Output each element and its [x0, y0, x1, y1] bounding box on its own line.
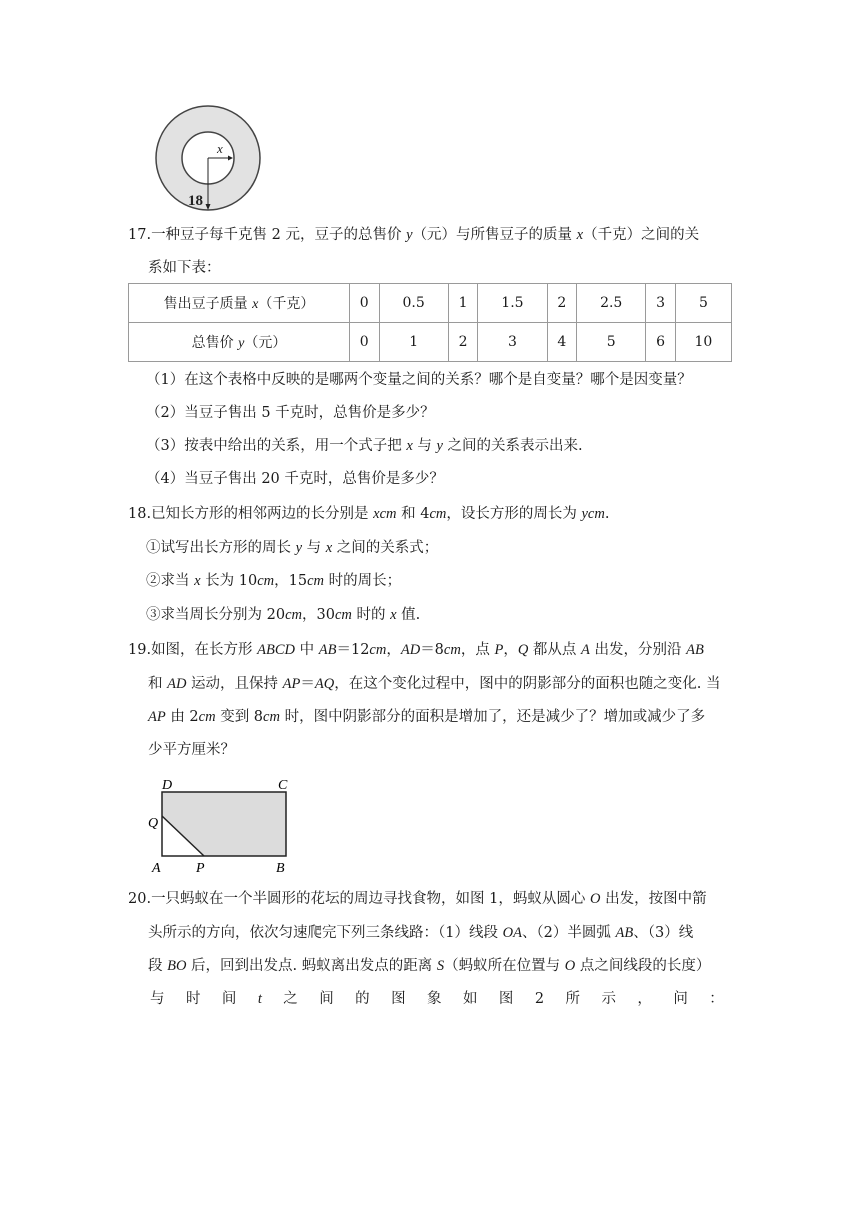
q17-sub-1: （1）在这个表格中反映的是哪两个变量之间的关系？哪个是自变量？哪个是因变量？ — [146, 372, 692, 388]
inner-radius-label: x — [217, 141, 223, 156]
q18-sub-2 — [146, 571, 401, 591]
q20-word: 间 — [221, 991, 237, 1007]
q17-text-a: 一种豆子每千克售 2 元，豆子的总售价 — [151, 227, 407, 243]
q19-n: Q — [517, 642, 529, 658]
q20-3b: BO — [167, 958, 187, 974]
q20-word: 问 — [673, 991, 688, 1007]
q19-line-1 — [128, 640, 704, 660]
q18-s1a: ①试写出长方形的周长 — [146, 540, 296, 556]
table-row-mass — [129, 284, 732, 323]
q18-s2b: x — [194, 573, 201, 589]
price-label-var: y — [238, 336, 245, 351]
q18-s1e: 之间的关系式； — [332, 540, 439, 556]
q19-q: 出发，分别沿 — [589, 642, 687, 658]
price-label-post: （元） — [244, 335, 287, 351]
q20-2d: AB — [615, 925, 634, 941]
mass-cell: 5 — [675, 284, 731, 323]
q19-k: ，点 — [460, 642, 495, 658]
q17-var-x: x — [576, 227, 584, 243]
q18-s3d: cm — [334, 607, 352, 623]
q17-text-c: （千克）之间的关 — [583, 227, 700, 243]
q19-o: 都从点 — [528, 642, 582, 658]
mass-label-post: （千克） — [258, 296, 315, 312]
q19-j: cm — [443, 642, 461, 658]
q19-3c: cm — [198, 709, 216, 725]
mass-cell: 0 — [350, 284, 380, 323]
q17-data-table — [128, 283, 732, 362]
q20-number: 20. — [128, 891, 152, 907]
q17-sub-3 — [146, 436, 583, 456]
q20-3e: （蚂蚁所在位置与 — [444, 958, 565, 974]
q19-p: A — [581, 642, 590, 658]
q18-s1d: x — [325, 540, 333, 556]
q17-sub3-a: （3）按表中给出的关系，用一个式子把 — [146, 438, 407, 454]
q17-sub3-b: 与 — [412, 438, 437, 454]
q19-3a: AP — [148, 709, 166, 725]
q18-t7: . — [604, 506, 610, 522]
q18-s3a: ③求当周长分别为 20 — [146, 607, 286, 623]
q18-t5: ，设长方形的周长为 — [446, 506, 582, 522]
q18-s2c: 长为 10 — [200, 573, 258, 589]
ring-figure — [150, 104, 270, 216]
q17-sub-4: （4）当豆子售出 20 千克时，总售价是多少？ — [146, 471, 444, 487]
q20-word: 图 — [498, 991, 514, 1007]
q18-sub-1 — [146, 538, 438, 558]
q20-3a: 段 — [148, 958, 168, 974]
mass-cell: 2 — [547, 284, 577, 323]
q20-3d: S — [436, 958, 445, 974]
q20-2c: 、（2）半圆弧 — [521, 925, 616, 941]
q18-line-1 — [128, 504, 609, 524]
price-cell: 10 — [675, 323, 731, 362]
label-q: Q — [148, 816, 159, 831]
q18-s1b: y — [295, 540, 303, 556]
q20-word: 所 — [565, 991, 581, 1007]
q18-s2d: cm — [257, 573, 275, 589]
q17-var-y: y — [406, 227, 413, 243]
q18-s3g: 值. — [396, 607, 421, 623]
mass-cell: 0.5 — [379, 284, 448, 323]
q19-b: ABCD — [257, 642, 296, 658]
q20-word: 与 — [150, 991, 165, 1007]
q20-line-3 — [148, 956, 710, 976]
q20-word: 示 — [601, 991, 616, 1007]
q19-3f: 时，图中阴影部分的面积是增加了，还是减少了？增加或减少了多 — [279, 709, 706, 725]
label-c: C — [278, 778, 288, 793]
q19-2b: AD — [167, 676, 187, 692]
q20-1a: 一只蚂蚁在一个半圆形的花坛的周边寻找食物，如图 1，蚂蚁从圆心 — [151, 891, 591, 907]
q19-2d: AP — [282, 676, 301, 692]
q20-word: 间 — [319, 991, 334, 1007]
q20-line-2 — [148, 923, 693, 943]
q18-s3b: cm — [285, 607, 302, 623]
q17-sub-2: （2）当豆子售出 5 千克时，总售价是多少？ — [146, 405, 435, 421]
q17-sub3-c: 之间的关系表示出来. — [442, 438, 583, 454]
outer-radius-label: 18 — [188, 193, 203, 209]
q20-word: 的 — [355, 991, 370, 1007]
q19-l: P — [494, 642, 504, 658]
q18-t6: ycm — [581, 506, 605, 522]
price-label-pre: 总售价 — [191, 335, 239, 351]
q18-t2: xcm — [373, 506, 397, 522]
q19-c: 中 — [295, 642, 319, 658]
q20-1b: O — [590, 891, 601, 907]
q20-3g: 点之间线段的长度） — [575, 958, 711, 974]
q17-text-b: （元）与所售豆子的质量 — [412, 227, 577, 243]
q20-3c: 后，回到出发点. 蚂蚁离出发点的距离 — [186, 958, 437, 974]
q19-3d: 变到 8 — [215, 709, 264, 725]
mass-label-var: x — [252, 297, 259, 312]
q18-s1c: 与 — [302, 540, 326, 556]
q19-line-3 — [148, 707, 705, 727]
q20-1c: 出发，按图中箭 — [600, 891, 707, 907]
q20-word: 2 — [534, 991, 545, 1007]
q19-3b: 由 2 — [165, 709, 199, 725]
q19-i: ＝8 — [420, 642, 444, 658]
q18-number: 18. — [128, 506, 152, 522]
q19-2e: ＝ — [300, 676, 315, 692]
price-cell: 1 — [379, 323, 448, 362]
q20-word: 图 — [391, 991, 406, 1007]
q19-f: cm — [369, 642, 387, 658]
q19-number: 19. — [128, 642, 152, 658]
price-cell: 0 — [350, 323, 380, 362]
q20-line-4 — [150, 989, 724, 1009]
q19-line-4: 少平方厘米？ — [148, 742, 235, 758]
price-cell: 2 — [448, 323, 478, 362]
price-cell: 3 — [478, 323, 547, 362]
q19-r: AB — [686, 642, 704, 658]
q19-line-2 — [148, 674, 720, 694]
mass-cell: 3 — [646, 284, 676, 323]
q19-2a: 和 — [148, 676, 168, 692]
q17-sub3-y: y — [436, 438, 443, 454]
q17-sub3-x: x — [406, 438, 413, 454]
q19-e: ＝12 — [336, 642, 370, 658]
q19-2g: ，在这个变化过程中，图中的阴影部分的面积也随之变化. 当 — [334, 676, 721, 692]
q20-word: 如 — [462, 991, 478, 1007]
table-row-price — [129, 323, 732, 362]
q18-s2a: ②求当 — [146, 573, 195, 589]
q18-sub-3 — [146, 605, 420, 625]
mass-cell: 1.5 — [478, 284, 547, 323]
q19-h: AD — [400, 642, 421, 658]
mass-cell: 2.5 — [577, 284, 646, 323]
label-d: D — [162, 778, 173, 793]
q20-word: ： — [709, 991, 724, 1007]
q18-t4: cm — [429, 506, 447, 522]
q18-s3e: 时的 — [351, 607, 391, 623]
q18-t3: 和 4 — [396, 506, 430, 522]
price-cell: 5 — [577, 323, 646, 362]
shaded-region — [162, 792, 286, 856]
q20-2e: 、（3）线 — [633, 925, 694, 941]
mass-cell: 1 — [448, 284, 478, 323]
price-cell: 4 — [547, 323, 577, 362]
q18-s2e: ，15 — [274, 573, 308, 589]
q19-a: 如图，在长方形 — [151, 642, 258, 658]
q18-s2f: cm — [307, 573, 325, 589]
q20-line-1 — [128, 889, 707, 909]
mass-header — [129, 284, 350, 323]
q17-line-2: 系如下表： — [148, 260, 221, 276]
q19-m: ， — [503, 642, 518, 658]
mass-label-pre: 售出豆子质量 — [163, 296, 253, 312]
price-header — [129, 323, 350, 362]
q20-word: ， — [637, 991, 652, 1007]
q20-word: 象 — [427, 991, 442, 1007]
rectangle-figure — [144, 774, 294, 876]
q20-3f: O — [564, 958, 576, 974]
q20-word-t: t — [257, 991, 262, 1007]
q18-t1: 已知长方形的相邻两边的长分别是 — [151, 506, 374, 522]
q20-2b: OA — [502, 925, 522, 941]
q17-number: 17. — [128, 227, 152, 243]
q19-2f: AQ — [314, 676, 335, 692]
q19-3e: cm — [263, 709, 280, 725]
label-a: A — [152, 861, 161, 876]
q18-s3f: x — [390, 607, 397, 623]
q18-s3c: ，30 — [301, 607, 335, 623]
q19-g: ， — [386, 642, 401, 658]
q19-2c: 运动，且保持 — [186, 676, 283, 692]
price-cell: 6 — [646, 323, 676, 362]
q20-word: 之 — [283, 991, 298, 1007]
label-p: P — [196, 861, 205, 876]
q18-s2g: 时的周长； — [324, 573, 402, 589]
q17-line-1 — [128, 225, 699, 245]
q19-d: AB — [318, 642, 337, 658]
q20-2a: 头所示的方向，依次匀速爬完下列三条线路：（1）线段 — [148, 925, 503, 941]
q20-word: 时 — [185, 991, 201, 1007]
label-b: B — [276, 861, 285, 876]
